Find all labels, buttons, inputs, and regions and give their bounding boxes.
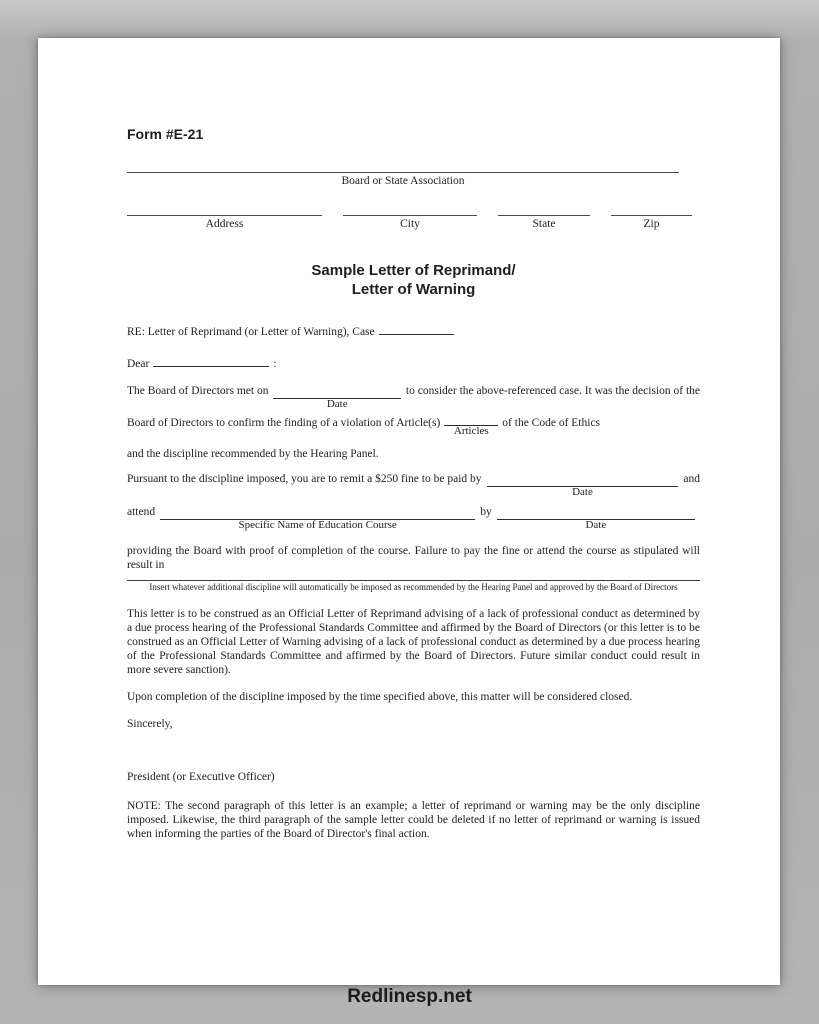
paragraph-confirm-pre: Board of Directors to confirm the finding of a violation of Article(s) <box>127 417 441 430</box>
paragraph-confirm-post: of the Code of Ethics <box>502 417 601 430</box>
document-page <box>38 38 780 985</box>
paragraph-attend <box>127 505 700 532</box>
address-row <box>127 215 692 232</box>
document-title <box>127 262 700 300</box>
form-number: Form #E-21 <box>127 126 204 142</box>
paragraph-board-met-post: to consider the above-referenced case. It was the decision of the <box>405 385 700 398</box>
salutation-text: Dear <box>127 357 150 370</box>
re-line <box>127 322 700 340</box>
paragraph-completion: Upon completion of the discipline imposed by the time specified above, this matter will be considered closed. <box>127 691 633 704</box>
paragraph-proof: providing the Board with proof of completion of the course. Failure to pay the fine or attend the course as stipulated will result in <box>127 545 700 572</box>
state-field-label: State <box>532 218 556 231</box>
city-field-label: City <box>400 218 420 231</box>
education-course-blank <box>160 507 475 532</box>
paragraph-fine-post: and <box>683 473 700 486</box>
org-line-field <box>127 172 679 189</box>
document-title-line2: Letter of Warning <box>351 280 476 298</box>
meeting-date-blank-label: Date <box>326 398 348 411</box>
articles-blank <box>444 413 498 438</box>
salutation-punctuation: : <box>273 357 277 370</box>
site-watermark: Redlinesp.net <box>347 986 472 1007</box>
fine-due-date-blank-label: Date <box>572 486 593 499</box>
additional-discipline-note: Insert whatever additional discipline will automatically be imposed as recommended by the Hearing Panel and approved by the Board of Directors <box>149 582 678 593</box>
additional-discipline-rule <box>127 580 700 593</box>
recipient-name-blank <box>153 354 269 367</box>
address-field <box>127 215 322 232</box>
document-content <box>38 38 780 841</box>
note-paragraph: NOTE: The second paragraph of this letter is an example; a letter of reprimand or warning may be the only discipline imposed. Likewise, the third paragraph of the sample letter could be deleted if no letter of reprimand or warning is issued when informing the parties of the Board of Director's final action. <box>127 799 700 840</box>
zip-field-label: Zip <box>643 218 660 231</box>
city-field <box>343 215 477 232</box>
meeting-date-blank <box>273 386 400 411</box>
paragraph-attend-pre: attend <box>127 506 156 519</box>
org-line-label: Board or State Association <box>341 175 465 188</box>
paragraph-attend-mid: by <box>480 506 492 519</box>
state-field <box>498 215 590 232</box>
paragraph-construed: This letter is to be construed as an Official Letter of Reprimand advising of a lack of professional conduct as determined by a due process hearing of the Professional Standards Committee and affirmed by the Board of Directors (or this letter is to be construed as an Official Letter of Warning advising of a lack of professional conduct as determined by a due process hearing of the Professional Standards Committee and affirmed by the Board of Directors. Future similar conduct could result in more severe sanction). <box>127 607 700 677</box>
attend-date-blank-label: Date <box>585 519 607 532</box>
document-title-line1: Sample Letter of Reprimand/ <box>311 262 516 280</box>
salutation <box>127 354 700 372</box>
paragraph-board-met <box>127 384 700 411</box>
paragraph-confirm-violation <box>127 413 700 438</box>
zip-field <box>611 215 692 232</box>
attend-date-blank <box>497 507 695 532</box>
re-line-text: RE: Letter of Reprimand (or Letter of Warning), Case <box>127 325 375 338</box>
closing: Sincerely, <box>127 717 173 730</box>
fine-due-date-blank <box>487 474 679 499</box>
case-number-blank <box>379 322 454 335</box>
paragraph-discipline-recommended: and the discipline recommended by the Hearing Panel. <box>127 448 379 461</box>
paragraph-fine <box>127 472 700 499</box>
articles-blank-label: Articles <box>453 425 489 438</box>
signature-title: President (or Executive Officer) <box>127 770 275 783</box>
education-course-blank-label: Specific Name of Education Course <box>238 519 397 532</box>
paragraph-fine-pre: Pursuant to the discipline imposed, you are to remit a $250 fine to be paid by <box>127 473 482 486</box>
address-field-label: Address <box>205 218 244 231</box>
paragraph-board-met-pre: The Board of Directors met on <box>127 385 269 398</box>
